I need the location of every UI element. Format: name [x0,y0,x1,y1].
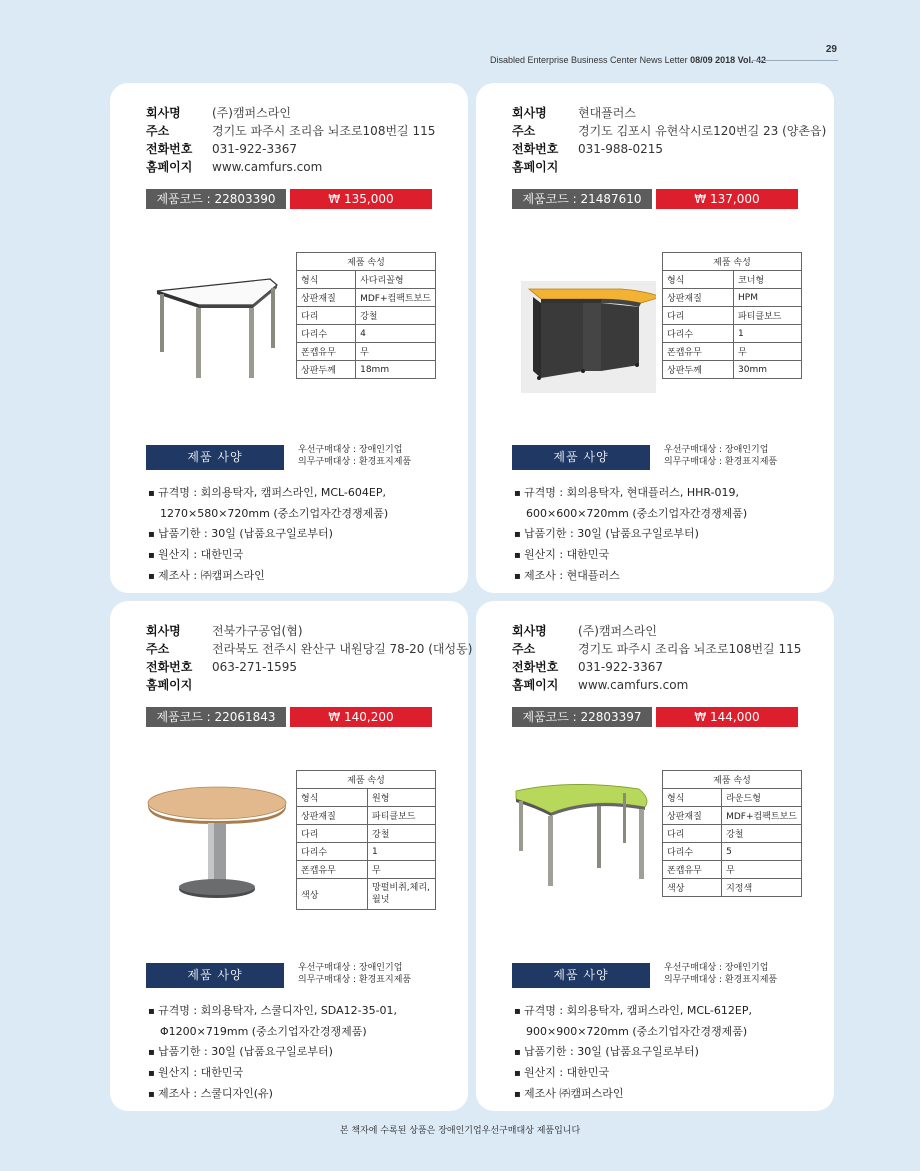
spec-heading: 제품 사양 [512,445,650,470]
spec-item: ▪ 규격명 : 회의용탁자, 현대플러스, HHR-019, [514,483,747,504]
phone-label: 전화번호 [512,142,559,156]
company-phone: 063-271-1595 [212,660,298,674]
attr-key: 형식 [297,271,356,289]
company-info [512,622,801,694]
attribute-table-title: 제품 속성 [297,253,436,271]
product-code: 제품코드 : 21487610 [512,189,652,209]
address-label: 주소 [146,642,170,656]
attribute-table [662,770,802,897]
attr-value: 5 [722,843,802,861]
attr-value: MDF+컴팩트보드 [356,289,436,307]
company-info [146,104,435,176]
product-price: ₩ 135,000 [290,189,432,209]
spec-list [148,483,388,587]
spec-item: ▪ 제조사 : 스쿨디자인(유) [148,1084,397,1105]
attr-value: 무 [368,861,436,879]
product-code: 제품코드 : 22803397 [512,707,652,727]
spec-heading: 제품 사양 [146,445,284,470]
attribute-table [296,252,436,379]
attr-key: 다리수 [663,325,734,343]
attr-value: 지정색 [722,879,802,897]
newsletter-title: Disabled Enterprise Business Center News Letter [490,55,688,65]
product-card [110,83,468,593]
attr-key: 다리수 [297,843,368,861]
company-info [146,622,472,694]
attr-value: 강철 [722,825,802,843]
spec-item: ▪ 원산지 : 대한민국 [514,545,747,566]
attr-value: 강철 [356,307,436,325]
company-name: (주)캠퍼스라인 [212,106,291,120]
spec-item: ▪ 규격명 : 회의용탁자, 스쿨디자인, SDA12-35-01, [148,1001,397,1022]
round-table-image [145,771,290,911]
round-arc-table-image [511,771,656,911]
spec-item: ▪ 원산지 : 대한민국 [148,545,388,566]
company-address: 전라북도 전주시 완산구 내원당길 78-20 (대성동) [212,642,473,656]
attribute-table [662,252,802,379]
attr-key: 상판재질 [297,807,368,825]
attribute-table-title: 제품 속성 [663,253,802,271]
company-name: 전북가구공업(협) [212,624,303,638]
spec-item: 900×900×720mm (중소기업자간경쟁제품) [526,1025,748,1038]
attr-value: MDF+컴팩트보드 [722,807,802,825]
attr-value: 사다리꼴형 [356,271,436,289]
attr-key: 폰캡유무 [663,861,722,879]
attr-key: 형식 [663,789,722,807]
phone-label: 전화번호 [512,660,559,674]
attr-value: 4 [356,325,436,343]
spec-item: ▪ 규격명 : 회의용탁자, 캠퍼스라인, MCL-612EP, [514,1001,752,1022]
product-code: 제품코드 : 22061843 [146,707,286,727]
address-label: 주소 [512,124,536,138]
attr-value: 원형 [368,789,436,807]
attr-value: 망펄비취,체리,월넛 [368,879,436,910]
company-phone: 031-922-3367 [212,142,298,156]
product-price: ₩ 144,000 [656,707,798,727]
priority-purchase: 우선구매대상 : 장애인기업 [664,445,769,455]
homepage-label: 홈페이지 [146,678,193,692]
mandatory-purchase: 의무구매대상 : 환경표지제품 [664,975,778,985]
priority-purchase: 우선구매대상 : 장애인기업 [298,963,403,973]
attr-key: 상판두께 [663,361,734,379]
purchase-note [298,444,411,468]
attr-value: 무 [722,861,802,879]
attr-key: 형식 [297,789,368,807]
spec-list [514,1001,752,1105]
homepage-label: 홈페이지 [512,678,559,692]
spec-item: ▪ 제조사 : 현대플러스 [514,566,747,587]
spec-item: ▪ 제조사 ㈜캠퍼스라인 [514,1084,752,1105]
company-name: (주)캠퍼스라인 [578,624,657,638]
attr-value: 무 [734,343,802,361]
spec-heading: 제품 사양 [146,963,284,988]
priority-purchase: 우선구매대상 : 장애인기업 [664,963,769,973]
company-label: 회사명 [146,106,181,120]
company-homepage[interactable]: www.camfurs.com [578,678,689,692]
attr-value: 무 [356,343,436,361]
product-card [476,601,834,1111]
company-label: 회사명 [512,624,547,638]
attr-key: 상판두께 [297,361,356,379]
spec-item: ▪ 원산지 : 대한민국 [148,1063,397,1084]
priority-purchase: 우선구매대상 : 장애인기업 [298,445,403,455]
attr-key: 폰캡유무 [297,343,356,361]
attr-value: HPM [734,289,802,307]
mandatory-purchase: 의무구매대상 : 환경표지제품 [298,457,412,467]
purchase-note [664,962,777,986]
spec-item: 600×600×720mm (중소기업자간경쟁제품) [526,507,748,520]
attr-key: 폰캡유무 [663,343,734,361]
attr-key: 상판재질 [297,289,356,307]
address-label: 주소 [146,124,170,138]
company-phone: 031-988-0215 [578,142,664,156]
product-code: 제품코드 : 22803390 [146,189,286,209]
attr-value: 1 [368,843,436,861]
attr-key: 색상 [297,879,368,910]
product-card [476,83,834,593]
spec-item: ▪ 납품기한 : 30일 (납품요구일로부터) [148,524,388,545]
attr-value: 코너형 [734,271,802,289]
spec-item: ▪ 납품기한 : 30일 (납품요구일로부터) [514,1042,752,1063]
attr-value: 강철 [368,825,436,843]
header-rule [752,60,838,61]
address-label: 주소 [512,642,536,656]
attr-key: 상판재질 [663,289,734,307]
attr-key: 다리 [663,307,734,325]
attr-key: 다리수 [297,325,356,343]
company-name: 현대플러스 [578,106,636,120]
attribute-table-title: 제품 속성 [663,771,802,789]
product-price: ₩ 137,000 [656,189,798,209]
spec-item: Φ1200×719mm (중소기업자간경쟁제품) [160,1025,367,1038]
spec-item: ▪ 납품기한 : 30일 (납품요구일로부터) [148,1042,397,1063]
phone-label: 전화번호 [146,142,193,156]
purchase-note [664,444,777,468]
purchase-note [298,962,411,986]
attr-value: 1 [734,325,802,343]
trapezoid-table-image [145,253,290,393]
attr-value: 파티클보드 [368,807,436,825]
page-number: 29 [825,44,837,55]
page-footer: 본 책자에 수록된 상품은 장애인기업우선구매대상 제품입니다 [339,1126,581,1136]
homepage-label: 홈페이지 [512,160,559,174]
spec-item: ▪ 원산지 : 대한민국 [514,1063,752,1084]
spec-heading: 제품 사양 [512,963,650,988]
attribute-table [296,770,436,910]
spec-item: ▪ 규격명 : 회의용탁자, 캠퍼스라인, MCL-604EP, [148,483,388,504]
attr-value: 라운드형 [722,789,802,807]
attr-key: 형식 [663,271,734,289]
attr-key: 상판재질 [663,807,722,825]
product-price: ₩ 140,200 [290,707,432,727]
newsletter-issue: 08/09 2018 Vol. 42 [690,55,766,65]
spec-list [514,483,747,587]
mandatory-purchase: 의무구매대상 : 환경표지제품 [298,975,412,985]
company-phone: 031-922-3367 [578,660,664,674]
company-label: 회사명 [512,106,547,120]
phone-label: 전화번호 [146,660,193,674]
spec-list [148,1001,397,1105]
company-address: 경기도 파주시 조리읍 뇌조로108번길 115 [578,642,802,656]
company-label: 회사명 [146,624,181,638]
attribute-table-title: 제품 속성 [297,771,436,789]
company-info [512,104,826,176]
company-address: 경기도 김포시 유현삭시로120번길 23 (양촌읍) [578,124,827,138]
company-homepage[interactable]: www.camfurs.com [212,160,323,174]
attr-key: 다리 [297,825,368,843]
spec-item: 1270×580×720mm (중소기업자간경쟁제품) [160,507,389,520]
homepage-label: 홈페이지 [146,160,193,174]
company-address: 경기도 파주시 조리읍 뇌조로108번길 115 [212,124,436,138]
spec-item: ▪ 납품기한 : 30일 (납품요구일로부터) [514,524,747,545]
attr-key: 다리 [297,307,356,325]
attr-value: 18mm [356,361,436,379]
attr-key: 색상 [663,879,722,897]
attr-value: 파티클보드 [734,307,802,325]
attr-value: 30mm [734,361,802,379]
attr-key: 폰캡유무 [297,861,368,879]
spec-item: ▪ 제조사 : ㈜캠퍼스라인 [148,566,388,587]
corner-table-image [511,253,656,393]
product-card [110,601,473,1111]
attr-key: 다리 [663,825,722,843]
mandatory-purchase: 의무구매대상 : 환경표지제품 [664,457,778,467]
attr-key: 다리수 [663,843,722,861]
